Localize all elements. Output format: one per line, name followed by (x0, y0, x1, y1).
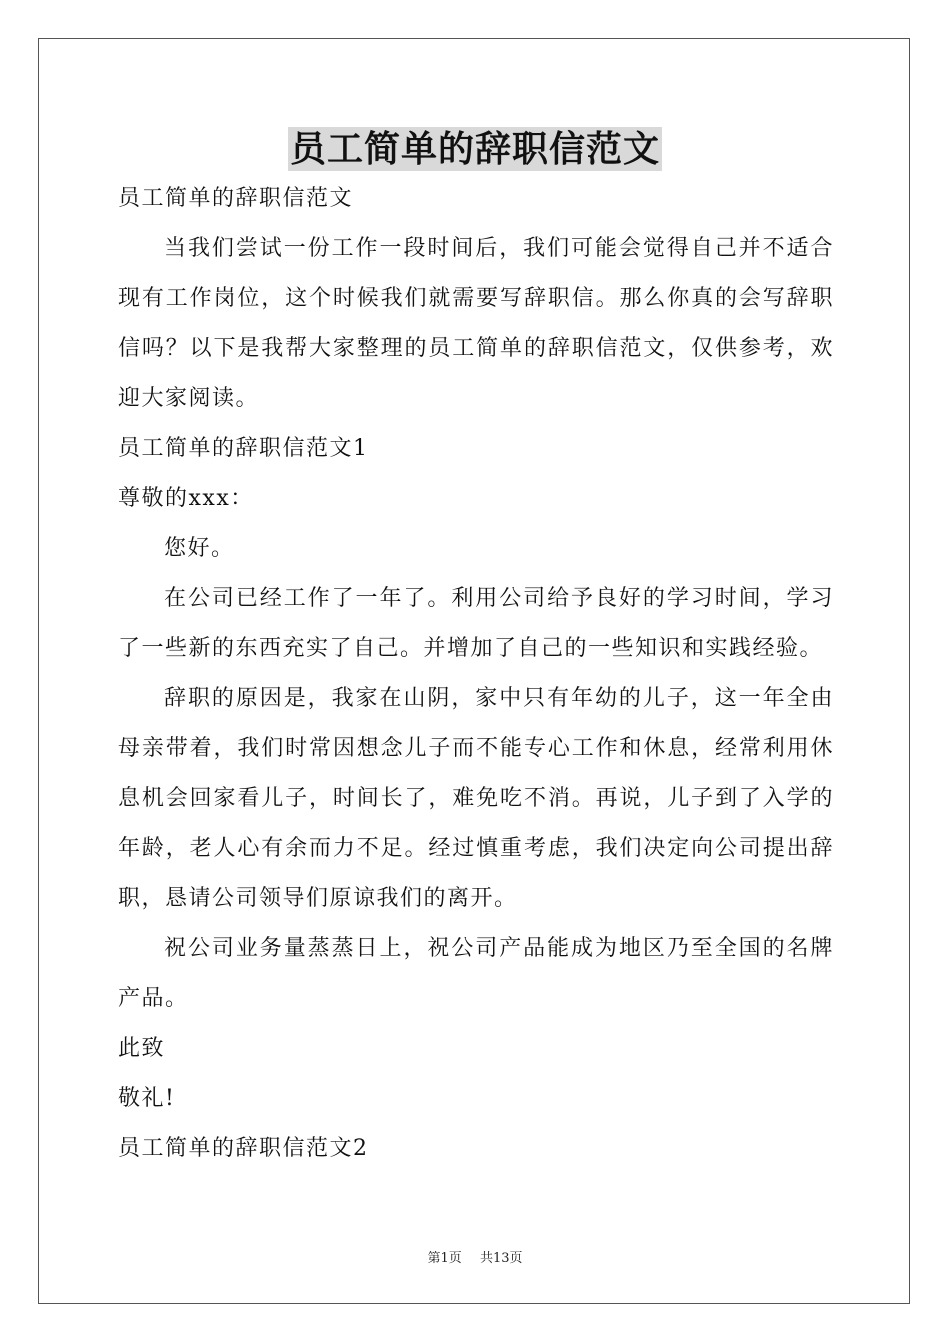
paragraph: 在公司已经工作了一年了。利用公司给予良好的学习时间，学习了一些新的东西充实了自己。并增加了自己的一些知识和实践经验。 (118, 586, 834, 661)
document-body (118, 174, 834, 1174)
paragraph: 员工简单的辞职信范文1 (118, 436, 369, 461)
paragraph: 当我们尝试一份工作一段时间后，我们可能会觉得自己并不适合现有工作岗位，这个时候我们就需要写辞职信。那么你真的会写辞职信吗？以下是我帮大家整理的员工简单的辞职信范文，仅供参考，欢迎大家阅读。 (118, 236, 834, 411)
page-total: 共13页 (479, 1251, 523, 1266)
paragraph: 敬礼! (118, 1086, 176, 1111)
paragraph: 此致 (118, 1036, 166, 1061)
title-container (0, 127, 950, 171)
paragraph: 尊敬的xxx： (118, 486, 254, 511)
paragraph: 祝公司业务量蒸蒸日上，祝公司产品能成为地区乃至全国的名牌产品。 (118, 936, 834, 1011)
paragraph: 您好。 (164, 536, 235, 561)
page-footer (0, 1247, 950, 1266)
paragraph: 辞职的原因是，我家在山阴，家中只有年幼的儿子，这一年全由母亲带着，我们时常因想念儿子而不能专心工作和休息，经常利用休息机会回家看儿子，时间长了，难免吃不消。再说，儿子到了入学的年龄，老人心有余而力不足。经过慎重考虑，我们决定向公司提出辞职，恳请公司领导们原谅我们的离开。 (118, 686, 834, 911)
page-number: 第1页 (427, 1251, 462, 1266)
document-title: 员工简单的辞职信范文 (289, 128, 660, 170)
paragraph: 员工简单的辞职信范文 (118, 186, 354, 211)
paragraph: 员工简单的辞职信范文2 (118, 1136, 369, 1161)
